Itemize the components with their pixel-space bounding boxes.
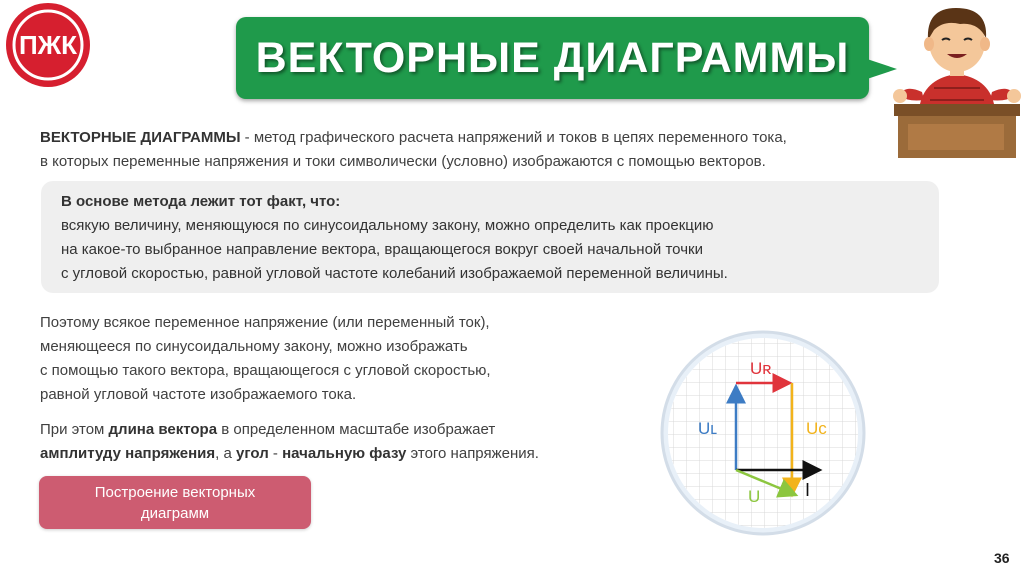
text-run: этого напряжения. [406,445,539,462]
bold-run: угол [236,445,269,462]
logo-letters: ПЖК [18,30,78,60]
label-i: I [805,480,811,500]
label-uc: Uᴄ [806,419,827,438]
label-ul: Uʟ [698,419,718,438]
paragraph-line: Поэтому всякое переменное напряжение (или переменный ток), [40,314,490,331]
button-label-line2: диаграмм [140,504,210,522]
paragraph-line: равной угловой частоте изображаемого тока. [40,386,357,403]
paragraph-line: меняющееся по синусоидальному закону, можно изображать [40,338,468,355]
callout-line: на какое-то выбранное направление вектора, вращающегося вокруг своей начальной точки [61,241,703,258]
bold-run: амплитуду напряжения [40,445,216,462]
explanation-paragraph-2 [40,418,640,466]
label-u: U [748,487,761,506]
callout-line: с угловой скоростью, равной угловой частоте колебаний изображаемой переменной величины. [61,265,728,282]
title-banner [236,17,869,99]
text-run: При этом [40,421,109,438]
vector-diagram [660,330,866,536]
page-number: 36 [994,550,1010,566]
explanation-text [40,311,640,466]
paragraph-line: с помощью такого вектора, вращающегося с угловой скоростью, [40,362,491,379]
definition-text [40,126,900,174]
bold-run: длина вектора [108,421,218,438]
explanation-paragraph-1 [40,311,640,407]
callout-line: всякую величину, меняющуюся по синусоидальному закону, можно определить как проекцию [61,217,714,234]
definition-term: ВЕКТОРНЫЕ ДИАГРАММЫ [40,129,241,146]
text-run: - [268,445,283,462]
method-callout [41,181,939,293]
definition-line2: в которых переменные напряжения и токи символически (условно) изображаются с помощью векторов. [40,153,766,170]
page-title: ВЕКТОРНЫЕ ДИАГРАММЫ [255,33,850,82]
definition-line1: - метод графического расчета напряжений и токов в цепях переменного тока, [240,129,787,146]
button-label-line1: Построение векторных [94,483,256,501]
build-diagrams-button[interactable] [39,476,311,529]
bold-run: начальную фазу [282,445,407,462]
teacher-mascot-illustration [890,0,1024,160]
text-run: в определенном масштабе изображает [217,421,496,438]
logo [3,0,93,90]
callout-heading: В основе метода лежит тот факт, что: [61,193,341,210]
label-ur: Uʀ [750,359,772,378]
text-run: , а [215,445,237,462]
